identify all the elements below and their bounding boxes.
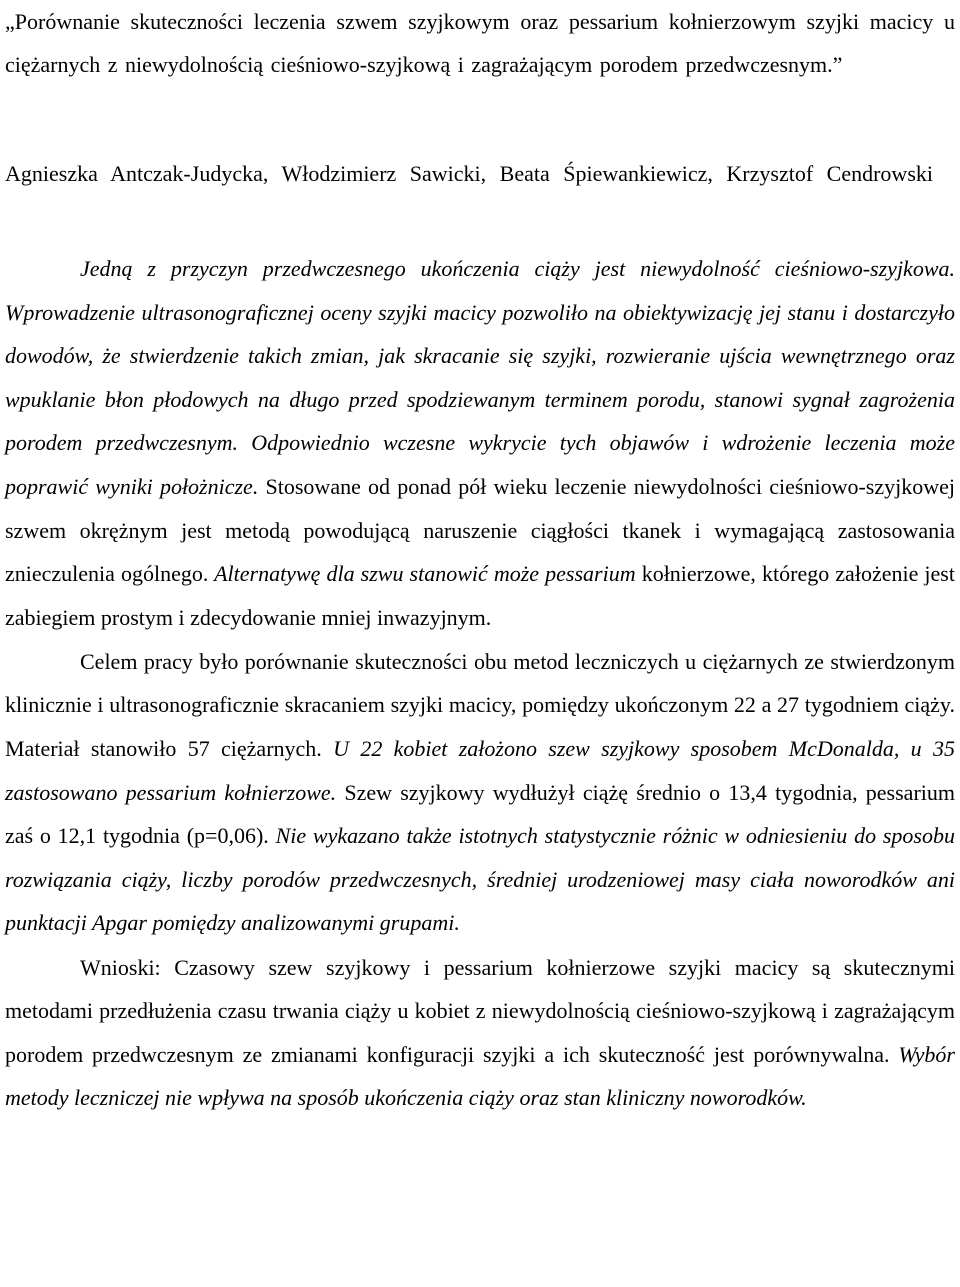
text-segment: Nie wykazano także istotnych statystycznie różnic w odniesieniu do sposobu rozwiązania ciąży, liczby porodów przedwczesnych, średniej urodzeniowej masy ciała noworodków ani punktacji Apgar pomiędzy analizowanymi grupami. — [5, 823, 955, 936]
text-segment: U 22 kobiet założono szew szyjkowy sposobem McDonalda, u 35 zastosowano pessarium kołnierzowe. — [5, 736, 955, 805]
text-segment: Wnioski: Czasowy szew szyjkowy i pessarium kołnierzowe szyjki macicy są skutecznymi metodami przedłużenia czasu trwania ciąży u kobiet z niewydolnością cieśniowo-szyjkową i zagrażającym porodem przedwczesnym ze zmianami konfiguracji szyjki a ich skuteczność jest porównywalna. — [5, 954, 955, 1067]
document-page — [5, 0, 955, 1120]
text-segment: Celem pracy było porównanie skuteczności obu metod leczniczych u ciężarnych ze stwierdzonym klinicznie i ultrasonograficznie skracaniem szyjki macicy, pomiędzy ukończonym 22 a 27 tygodniem ciąży. — [5, 648, 955, 718]
author-list: Agnieszka Antczak-Judycka, Włodzimierz Sawicki, Beata Śpiewankiewicz, Krzysztof Cendrowski — [5, 161, 933, 186]
text-segment: Alternatywę dla szwu stanowić może pessarium — [208, 561, 636, 587]
abstract-paragraph-conclusions — [5, 946, 955, 1120]
text-segment: Szew szyjkowy wydłużył ciążę średnio o 13,4 tygodnia, pessarium zaś o 12,1 tygodnia (p=0,06). — [5, 779, 955, 849]
document-title: „Porównanie skuteczności leczenia szwem szyjkowym oraz pessarium kołnierzowym szyjki macicy u ciężarnych z niewydolnością cieśniowo-szyjkową i zagrażającym porodem przedwczesnym.” — [5, 9, 955, 77]
abstract — [5, 247, 955, 1120]
text-segment: Jedną z przyczyn przedwczesnego ukończenia ciąży jest niewydolność cieśniowo-szyjkowa. Wprowadzenie ultrasonograficznej oceny szyjki macicy pozwoliło na obiektywizację jej stanu i dostarczyło dowodów, że stwierdzenie takich zmian, jak skracanie się szyjki, rozwieranie ujścia wewnętrznego oraz wpuklanie błon płodowych na długo przed spodziewanym terminem porodu, stanowi sygnał zagrożenia porodem przedwczesnym. Odpowiednio wczesne wykrycie tych objawów i wdrożenie leczenia może poprawić wyniki położnicze. — [5, 256, 955, 499]
abstract-paragraph-methods-results — [5, 640, 955, 945]
text-segment: kołnierzowe, którego założenie jest zabiegiem prostym i zdecydowanie mniej inwazyjnym. — [5, 561, 955, 630]
text-segment: Materiał stanowiło 57 ciężarnych. — [5, 736, 322, 762]
text-segment: Stosowane od ponad pół wieku leczenie niewydolności cieśniowo-szyjkowej szwem okrężnym jest metodą powodującą naruszenie ciągłości tkanek i wymagającą zastosowania znieczulenia ogólnego. — [5, 473, 955, 587]
abstract-paragraph-introduction — [5, 247, 955, 639]
text-segment: Wybór metody leczniczej nie wpływa na sposób ukończenia ciąży oraz stan kliniczny noworodków. — [5, 1041, 955, 1111]
